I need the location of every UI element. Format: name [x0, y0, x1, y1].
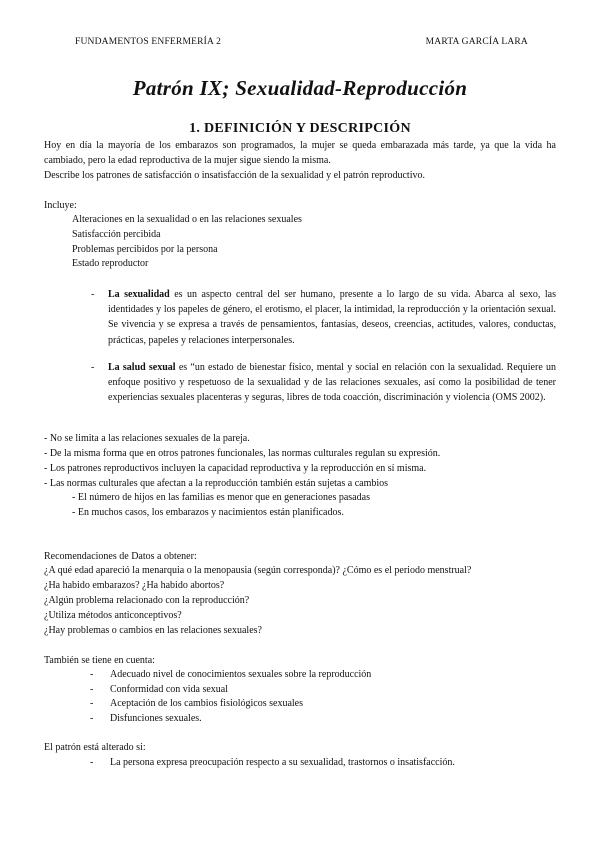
incluye-item: Problemas percibidos por la persona [72, 244, 218, 255]
question-line: ¿Utiliza métodos anticonceptivos? [44, 610, 182, 621]
list-item: - Adecuado nivel de conocimientos sexuales sobre la reproducción [90, 669, 372, 680]
note-line: - De la misma forma que en otros patrones funcionales, las normas culturales regulan su expresión. [44, 448, 441, 459]
incluye-item: Estado reproductor [72, 258, 149, 269]
page-title: Patrón IX; Sexualidad-Reproducción [132, 76, 468, 100]
incluye-label: Incluye: [44, 200, 77, 211]
incluye-item: Satisfacción percibida [72, 229, 161, 240]
tener-en-cuenta-label: También se tiene en cuenta: [44, 655, 155, 666]
definition-term: La sexualidad [108, 289, 170, 300]
question-line: ¿A qué edad apareció la menarquia o la menopausia (según corresponda)? ¿Cómo es el periodo menstrual? [44, 565, 472, 576]
note-line: - Los patrones reproductivos incluyen la capacidad reproductiva y la reproducción en sí misma. [44, 463, 427, 474]
intro-description: Describe los patrones de satisfacción o insatisfacción de la sexualidad y el patrón reproductivo. [44, 169, 425, 181]
note-line: - Las normas culturales que afectan a la reproducción también están sujetas a cambios [44, 478, 389, 489]
definition-bullet: - [91, 289, 95, 300]
definition-term: La salud sexual [108, 362, 176, 373]
alterado-label: El patrón está alterado si: [44, 742, 146, 753]
recomendaciones-label: Recomendaciones de Datos a obtener: [44, 551, 197, 562]
list-item: - Aceptación de los cambios fisiológicos sexuales [90, 698, 304, 709]
subnote-line: - El número de hijos en las familias es menor que en generaciones pasadas [72, 492, 370, 503]
list-item: - Conformidad con vida sexual [90, 684, 229, 695]
question-line: ¿Algún problema relacionado con la reproducción? [44, 595, 250, 606]
incluye-item: Alteraciones en la sexualidad o en las relaciones sexuales [72, 214, 302, 225]
header-author: MARTA GARCÍA LARA [425, 37, 528, 47]
subnote-line: - En muchos casos, los embarazos y nacimientos están planificados. [72, 507, 344, 518]
header-course: FUNDAMENTOS ENFERMERÍA 2 [75, 37, 222, 47]
list-item: - La persona expresa preocupación respecto a su sexualidad, trastornos o insatisfacción. [90, 757, 455, 768]
definition-salud-sexual [108, 360, 556, 406]
intro-paragraph: Hoy en día la mayoría de los embarazos son programados, la mujer se queda embarazada más tarde, ya que la vida ha cambiado, pero la edad reproductiva de la mujer sigue siendo la misma. [44, 140, 556, 166]
note-line: - No se limita a las relaciones sexuales de la pareja. [44, 433, 250, 444]
section-heading: 1. DEFINICIÓN Y DESCRIPCIÓN [189, 121, 411, 136]
question-line: ¿Hay problemas o cambios en las relaciones sexuales? [44, 625, 262, 636]
question-line: ¿Ha habido embarazos? ¿Ha habido abortos? [44, 580, 225, 591]
definition-bullet: - [91, 362, 95, 373]
definition-text: es “un estado de bienestar físico, mental y social en relación con la sexualidad. Requiere un enfoque positivo y respetuoso de la sexualidad y de las relaciones sexuales, así como la posibilidad de tener experiencias sexuales placenteras y seguras, libres de toda coacción, discriminación y violencia (OMS 2002). [108, 362, 556, 404]
list-item: - Disfunciones sexuales. [90, 713, 202, 724]
definition-sexualidad [108, 287, 556, 348]
definition-text: es un aspecto central del ser humano, presente a lo largo de su vida. Abarca al sexo, las identidades y los papeles de género, el erotismo, el placer, la intimidad, la reproducción y la orientación sexual. Se vivencia y se expresa a través de pensamientos, fantasías, deseos, creencias, actitudes, valores, conductas, prácticas, papeles y relaciones interpersonales. [108, 289, 556, 346]
